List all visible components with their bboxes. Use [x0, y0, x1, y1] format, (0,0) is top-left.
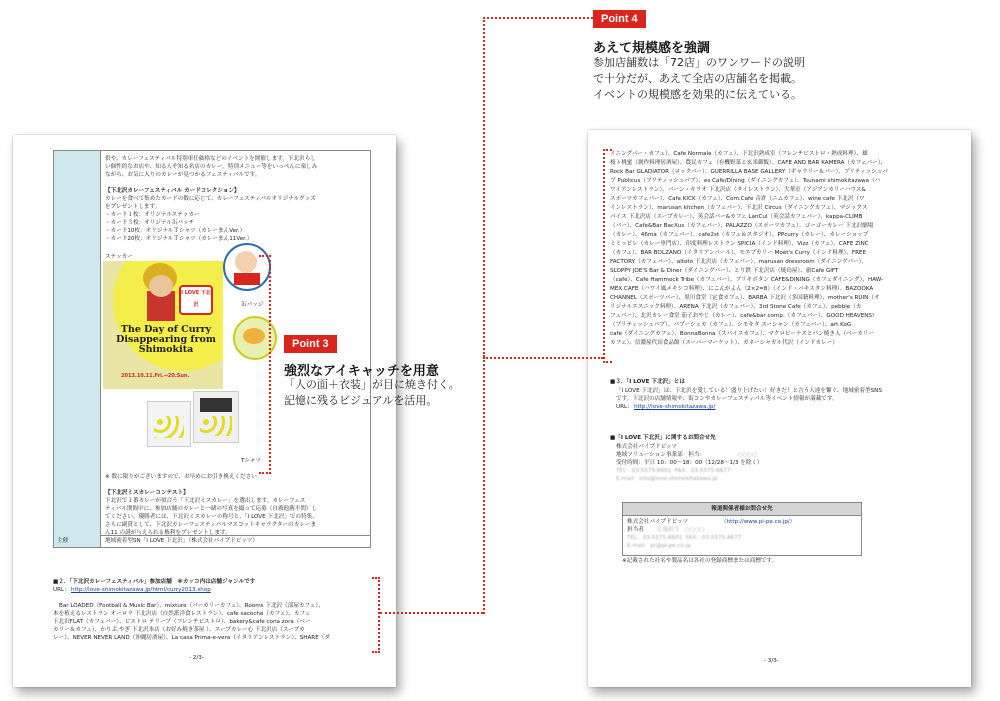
shop-list-line: イニングバー・カフェ）、Cafe Normale（カフェ）、下北沢熟成室（フレンチビストロ・熟成料理）、雄	[610, 151, 868, 157]
section3-line: 「I LOVE 下北沢」は、下北沢を愛している！盛り上げたい！好きだ！と言う人達を繋ぐ、地域密着型SNS	[616, 388, 882, 394]
card-line: ・カード３枚：オリジナル缶バッチ	[105, 220, 195, 226]
shop-list-line: ミミッピレ（カレー専門店）、印度料理レストラン SPICIA（インド料理）、Vizz（カフェ）、CAFE ZINC	[610, 241, 869, 247]
shop-list-line: （cafe）、Cafe Hammock Tribe（カフェバー）、ブリキボタン CAFE&DINING（カフェダイニング）、HAW-	[610, 277, 884, 283]
shop-list-line: カフェ）、信濃屋代田食品館（スーパーマーケット）、ガネーシャガル代沢（インドカレー）	[610, 340, 838, 346]
document-page-2	[13, 135, 396, 687]
shop-list-line: （カフェ）、BAR BOLZANO（イタリアンバール）、モエブカリー Moet's Curry（インド料理）、FREE	[610, 250, 867, 256]
shop-list-connector-vertical	[483, 357, 485, 614]
shop-list-line: レー）、NEVER NEVER LAND（沖縄居酒屋）、La casa Prima-e-vera（イタリアンレストラン）、SHARE（ダ	[53, 635, 330, 641]
trademark-footnote: ※記載された社名や製品名は各社の登録商標または商標です。	[622, 558, 778, 564]
shop-list-line: FACTORY（カフェバー）、altoto 下北沢店（カフェバー）、marusan dressroom（ダイニングバー）、	[610, 259, 868, 265]
contest-title: 【下北沢ミスカレーコンテスト】	[105, 490, 189, 496]
page-number: - 3/3-	[764, 658, 779, 664]
shop-list-line: パイス 下北沢店（スープカレー）、英会話バー&カフェ LanCul（英会話カフェバー）、kappa-CLIMB	[610, 214, 863, 220]
card-line: ・カード10枚：オリジナルＴシャツ（カレーまんVer.）	[105, 228, 246, 234]
tshirt-image-1	[147, 401, 191, 447]
poster-date: 2013.10.11.Fri.→20.Sun.	[121, 373, 190, 379]
shop-list-line: フェバー）、北沢カレー食堂 茄子おやじ（カレー）、cafe&bar comp.（カフェバー）、GOOD HEAVENS!	[610, 313, 875, 319]
shop-list-highlight-box	[372, 577, 380, 653]
goods-note: ※ 数に限りがございますので、お早めにお引き換えください	[105, 474, 257, 480]
point4-heading: あえて規模感を強調	[593, 41, 711, 56]
contact-blurred-name: ○○○○	[738, 452, 758, 458]
shop-list-line: スポーツカフェバー）、Cafe KICK（カフェ）、Com.Cafe 音倉（ニムカフェ）、wine cafe 下北沢（ワ	[610, 196, 865, 202]
contact-blurred-line: E-mail：info@love-shimokitazawa.jp	[616, 476, 718, 482]
shop-list-line: CHANNEL（スポーツバー）、黒川食堂（定食カフェ）、BARBA 下北沢（多国籍料理）、mother's RUIN（オ	[610, 295, 880, 301]
card-line: ・カード20枚：オリジナルＴシャツ（カレーまん11Ver.）	[105, 236, 253, 242]
point4-line: で十分だが、あえて全店の店舗名を掲載。	[593, 72, 802, 85]
point4-tag: Point 4	[593, 10, 646, 28]
section4-title: ■「I LOVE 下北沢」に関するお問合せ先	[610, 435, 716, 441]
shop-list-line: ブ Publicus（ブリティッシュパブ）、es Cafe/Dining（ダイニングカフェ）、Tsunami shimokitazawa（ハ	[610, 178, 881, 184]
point4-connector-horizontal	[483, 17, 593, 19]
press-url-link[interactable]: （http://www.pi-pe.co.jp/）	[721, 519, 796, 525]
shop-list-line: Bar LOADED（Football & Music Bar）、mixture（バーカリーカフェ）、Rooms 下北沢（部屋カフェ）、	[59, 603, 324, 609]
contact-line: 受付時間：平日 10：00〜18：00（12/28〜1/3 を除く）	[616, 460, 763, 466]
sticker-label: ステッカー	[105, 254, 133, 260]
card-line: をプレゼントします。	[105, 204, 161, 210]
tshirt-label: Tシャツ	[241, 458, 262, 464]
document-page-3	[588, 130, 971, 687]
tshirt-image-2	[193, 391, 239, 443]
press-blurred-line: E-mail：pr@pi-pe.co.jp	[627, 543, 691, 549]
card-line: カレーを食べて集めたカードの数に応じて、カレーフェスティバルオリジナルグッズ	[105, 196, 316, 202]
contact-blurred-line: TEL：03-5575-6601 FAX：03-5575-6677	[616, 468, 731, 474]
contact-line: 地域ソリューション事業部 担当：	[616, 452, 706, 458]
point3-line: 記憶に残るビジュアルを活用。	[284, 394, 438, 407]
contest-line: 下北沢で１番カレーが似合う「下北沢ミスカレー」を選出します。カレーフェス	[105, 498, 306, 504]
press-blurred-line: TEL：03-5575-6601 FAX：03-5575-6677	[627, 535, 742, 541]
section3-line: です。下北沢の店舗情報や、街コンやカレーフェスティバル等イベント情報が満載です。	[616, 396, 838, 402]
contest-line: さらに副賞として、下北沢カレーフェスティバルマスコットキャラクターのカレーま	[105, 522, 317, 528]
page-number: - 2/3-	[189, 655, 204, 661]
press-contact-box	[622, 502, 862, 556]
point4-line: イベントの規模感を効果的に伝えている。	[593, 88, 802, 101]
shop-list-line: 桜ト桃蜜（創作料理居酒屋）、農民カフェ（有機野菜と玄米御飯）、CAFE AND BAR KAMERA（カフェバー）、	[610, 160, 887, 166]
shop-list-line: SLOPPY JOE'S Bar & Diner（ダイニングバー）、とり鉄 下北沢店（焼鳥屋）、旅Cafe GIFT	[610, 268, 839, 274]
point4-highlight-box	[603, 149, 612, 363]
point3-line: 「人の面＋衣装」が目に焼き付く。	[284, 378, 460, 391]
section3-url-label: URL：	[616, 404, 633, 410]
shop-list-line: Rock Bar GLADIATOR（ロックバー）、GUERRILLA BASE GALLERY（ギャラリー＆バー）、ブリティッシュパ	[610, 169, 888, 175]
press-company: 株式会社パイプドビッツ	[627, 519, 689, 525]
shop-list-line: 下北沢FLAT（カフェバー）、ビストロ テリーブ（フレンチビストロ）、bakery&cafe cona zora（ベー	[53, 619, 311, 625]
intro-line-3: ながら、お気に入りのカレーが見つかるフェスティバルです。	[105, 172, 261, 178]
intro-line-2: い個性的なお店や、知る人ぞ知る名店のカレー。特別メニュー等をいっぺんに楽しみ	[105, 164, 318, 170]
shop-list-line: （ブリティッシュパブ）、パブーシュカ（カフェ）、シモキタ スーシャン（カフェバー）、art KoG	[610, 322, 852, 328]
badge-label: 缶バッジ	[241, 302, 264, 308]
contest-line: てください。優勝者には、下北沢ミスカレーの称号と、「I LOVE 下北沢」での特集、	[105, 514, 318, 520]
section3-title: ■３．「I LOVE 下北沢」とは	[610, 379, 685, 385]
intro-line-1: 供や、カレーフェスティバル特別車任価格などのイベントを開催します。下北沢らし	[105, 156, 316, 162]
card-collection-title: 【下北沢カレーフェスティバル カードコレクション】	[105, 188, 240, 194]
press-header: 報道関係者様お問合せ先	[623, 503, 861, 516]
shop-list-line: リジナルエスニック料理）、ARENA 下北沢（カフェバー）、3rd Stone Cafe（カフェ）、pebble（カ	[610, 304, 862, 310]
point3-tag: Point 3	[284, 335, 337, 353]
section2-url-link[interactable]: http://love-shimokitazawa.jp/html/curry2013.shop	[71, 587, 211, 593]
table-label-column	[54, 151, 101, 535]
section3-url-link[interactable]: http://love-shimokitazawa.jp/	[634, 404, 716, 410]
contest-line: ん11 の謎が与えられる権利をプレゼントします。	[105, 530, 231, 536]
section2-title: ■２．「下北沢カレーフェスティバル」参加店舗 ※カッコ内は店舗ジャンルです	[53, 579, 256, 585]
card-line: ・カード１枚：オリジナルステッカー	[105, 212, 200, 218]
poster-title: The Day of Curry Disappearing from Shimokita	[116, 324, 216, 355]
point4-connector-vertical	[483, 17, 485, 357]
press-rep-label: 担当者	[627, 527, 644, 533]
shop-list-line: カリー＆カフェ）、かりぷ.やぎ 下北沢本店（お好み焼き茶屋 ）、スープカレー心 下北沢店（スープカ	[53, 627, 305, 633]
organizer-label: 主催	[54, 535, 101, 547]
shop-list-line: （カレー）、46ma（カフェバー）、cafe2st（カフェ＆スタジオ）、PPcurry（カレー）、カレーショップ	[610, 232, 869, 238]
point3-heading: 強烈なアイキャッチを用意	[284, 364, 439, 379]
press-blurred-line: 広報担当 ○○○○	[657, 527, 705, 533]
contact-line: 株式会社パイプドビッツ	[616, 444, 678, 450]
point3-highlight-box	[259, 255, 271, 474]
shop-list-line: 木を植えるレストラン オーロラ 下北沢店（自然派洋食レストラン）、cafe sacoche（カフェ）、カフェ	[53, 611, 311, 617]
shop-list-line: インレストラン）、marusan kitchen（カフェバー）、下北沢 Circus（ダイニングカフェ）、マジックス	[610, 205, 868, 211]
shop-list-line: MEX CAFE（ハワイ風メキシコ料理）、にこんがよん（2×2=8）（インド・パキスタン料理）、BAZOOKA	[610, 286, 874, 292]
point4-connector-stub	[483, 357, 603, 359]
section2-url-label: URL：	[53, 587, 70, 593]
shop-list-connector	[380, 612, 483, 614]
shop-list-line: cafe（ダイニングカフェ）、BonnaBonna（スパイスカフェ）、マクロビーナスとパン焼き人（ベーカリー	[610, 331, 874, 337]
shop-list-line: ワイアンレストラン）、バーン・キラオ 下北沢店（タイレストラン）、大華室（アジアンカリーハウス&	[610, 187, 866, 193]
point4-line: 参加店舗数は「72店」のワンワードの説明	[593, 56, 805, 69]
organizer-row	[53, 535, 371, 548]
contest-line: ティバル期間中に、参加店舗のカレーと一緒の写真を撮って応募（自薦他薦不問）し	[105, 506, 318, 512]
event-poster-image	[103, 261, 223, 389]
organizer-value: 地域密着型SN「I LOVE 下北沢」（株式会社パイプドビッツ）	[105, 538, 258, 544]
shop-list-line: （バー）、Cafe&Bar BacXus（カフェバー）、PALAZZO（スポーツカフェ）、ゴーゴーカレー 下北沢劇場	[610, 223, 874, 229]
poster-logo-badge: I LOVE 下北沢	[179, 285, 213, 315]
